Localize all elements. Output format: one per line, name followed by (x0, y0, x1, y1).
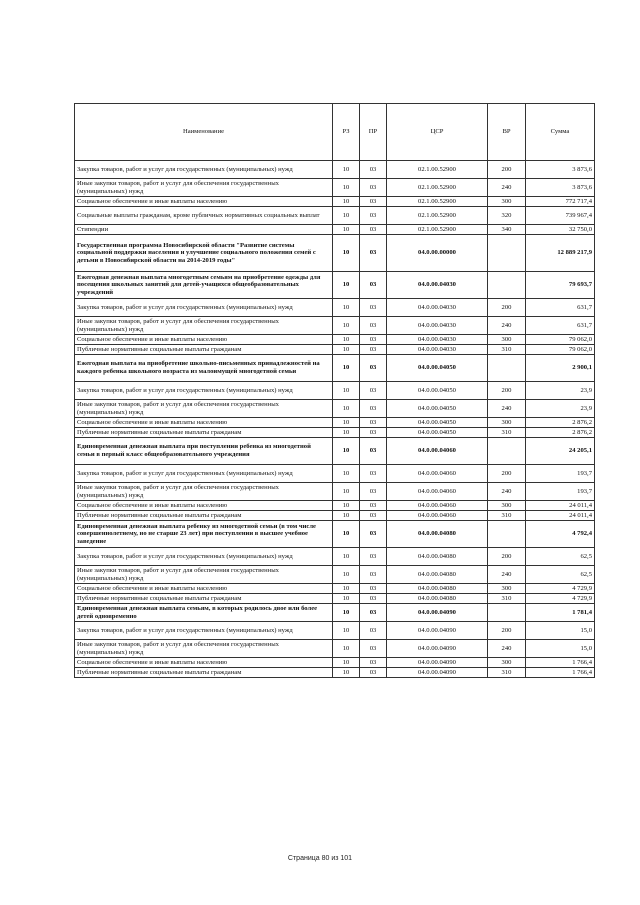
row-vr-cell: 320 (488, 207, 526, 225)
row-pr-cell: 03 (360, 197, 387, 207)
table-body (75, 161, 595, 678)
row-sum-cell: 193,7 (526, 465, 595, 483)
row-sum-cell: 1 766,4 (526, 668, 595, 678)
row-vr-cell: 310 (488, 511, 526, 521)
row-csr-cell: 04.0.00.04090 (387, 622, 488, 640)
row-rz-cell: 10 (333, 501, 360, 511)
header-rz: РЗ (333, 104, 360, 161)
row-rz-cell: 10 (333, 197, 360, 207)
row-pr-cell: 03 (360, 604, 387, 622)
page-footer: Страница 80 из 101 (287, 855, 353, 862)
row-csr-cell: 04.0.00.04050 (387, 418, 488, 428)
row-name-cell: Иные закупки товаров, работ и услуг для обеспечения государственных (муниципальных) нужд (75, 483, 333, 501)
row-name-cell: Социальное обеспечение и иные выплаты населению (75, 501, 333, 511)
row-csr-cell: 04.0.00.04080 (387, 548, 488, 566)
row-name-cell: Публичные нормативные социальные выплаты гражданам (75, 345, 333, 355)
table-row (75, 604, 595, 622)
row-name-cell: Социальное обеспечение и иные выплаты населению (75, 335, 333, 345)
row-rz-cell: 10 (333, 465, 360, 483)
row-name-cell: Ежегодная выплата на приобретение школьно-письменных принадлежностей на каждого ребенка школьного возраста из малоимущей многодетной семьи (75, 355, 333, 382)
table-row (75, 566, 595, 584)
row-csr-cell: 04.0.00.04060 (387, 438, 488, 465)
header-sum: Сумма (526, 104, 595, 161)
row-pr-cell: 03 (360, 521, 387, 548)
row-pr-cell: 03 (360, 179, 387, 197)
row-name-cell: Иные закупки товаров, работ и услуг для обеспечения государственных (муниципальных) нужд (75, 400, 333, 418)
row-rz-cell: 10 (333, 438, 360, 465)
row-pr-cell: 03 (360, 566, 387, 584)
row-rz-cell: 10 (333, 521, 360, 548)
row-vr-cell: 300 (488, 584, 526, 594)
row-rz-cell: 10 (333, 428, 360, 438)
row-sum-cell: 193,7 (526, 483, 595, 501)
row-sum-cell: 24 011,4 (526, 511, 595, 521)
row-rz-cell: 10 (333, 299, 360, 317)
table-row (75, 400, 595, 418)
row-sum-cell: 15,0 (526, 622, 595, 640)
row-pr-cell: 03 (360, 400, 387, 418)
row-pr-cell: 03 (360, 594, 387, 604)
row-vr-cell: 200 (488, 548, 526, 566)
row-csr-cell: 04.0.00.04030 (387, 317, 488, 335)
table-header-row (75, 104, 595, 161)
row-vr-cell: 200 (488, 465, 526, 483)
row-name-cell: Иные закупки товаров, работ и услуг для обеспечения государственных (муниципальных) нужд (75, 640, 333, 658)
row-sum-cell: 2 900,1 (526, 355, 595, 382)
row-pr-cell: 03 (360, 658, 387, 668)
row-sum-cell: 23,9 (526, 382, 595, 400)
row-vr-cell: 240 (488, 400, 526, 418)
row-rz-cell: 10 (333, 335, 360, 345)
row-csr-cell: 04.0.00.04030 (387, 345, 488, 355)
row-vr-cell: 240 (488, 483, 526, 501)
row-csr-cell: 02.1.00.52900 (387, 161, 488, 179)
row-rz-cell: 10 (333, 511, 360, 521)
row-pr-cell: 03 (360, 511, 387, 521)
row-sum-cell: 631,7 (526, 299, 595, 317)
row-csr-cell: 04.0.00.04080 (387, 521, 488, 548)
row-csr-cell: 04.0.00.04090 (387, 668, 488, 678)
row-rz-cell: 10 (333, 483, 360, 501)
row-sum-cell: 739 967,4 (526, 207, 595, 225)
table-row (75, 235, 595, 272)
row-rz-cell: 10 (333, 604, 360, 622)
row-sum-cell: 1 766,4 (526, 658, 595, 668)
row-vr-cell: 200 (488, 161, 526, 179)
row-vr-cell: 310 (488, 594, 526, 604)
row-rz-cell: 10 (333, 418, 360, 428)
table-row (75, 161, 595, 179)
row-name-cell: Закупка товаров, работ и услуг для государственных (муниципальных) нужд (75, 465, 333, 483)
budget-table (74, 103, 595, 678)
row-rz-cell: 10 (333, 317, 360, 335)
row-sum-cell: 79 062,0 (526, 335, 595, 345)
header-pr: ПР (360, 104, 387, 161)
table-row (75, 418, 595, 428)
row-csr-cell: 04.0.00.04090 (387, 640, 488, 658)
row-rz-cell: 10 (333, 345, 360, 355)
row-name-cell: Закупка товаров, работ и услуг для государственных (муниципальных) нужд (75, 622, 333, 640)
row-pr-cell: 03 (360, 345, 387, 355)
row-pr-cell: 03 (360, 225, 387, 235)
row-name-cell: Стипендии (75, 225, 333, 235)
row-pr-cell: 03 (360, 428, 387, 438)
row-csr-cell: 04.0.00.04030 (387, 335, 488, 345)
row-name-cell: Иные закупки товаров, работ и услуг для обеспечения государственных (муниципальных) нужд (75, 179, 333, 197)
table-row (75, 658, 595, 668)
row-csr-cell: 02.1.00.52900 (387, 179, 488, 197)
row-sum-cell: 12 889 217,9 (526, 235, 595, 272)
row-rz-cell: 10 (333, 640, 360, 658)
row-sum-cell: 79 693,7 (526, 272, 595, 299)
row-name-cell: Ежегодная денежная выплата многодетным семьям на приобретение одежды для посещения школьных занятий для детей-учащихся общеобразовательных учреждений (75, 272, 333, 299)
table-row (75, 355, 595, 382)
row-rz-cell: 10 (333, 382, 360, 400)
row-csr-cell: 04.0.00.04080 (387, 594, 488, 604)
row-csr-cell: 04.0.00.04050 (387, 382, 488, 400)
row-rz-cell: 10 (333, 272, 360, 299)
row-rz-cell: 10 (333, 355, 360, 382)
row-rz-cell: 10 (333, 668, 360, 678)
row-sum-cell: 79 062,0 (526, 345, 595, 355)
row-name-cell: Закупка товаров, работ и услуг для государственных (муниципальных) нужд (75, 548, 333, 566)
header-csr: ЦСР (387, 104, 488, 161)
row-name-cell: Единовременная денежная выплата семьям, в которых родилось двое или более детей одновременно (75, 604, 333, 622)
row-vr-cell: 300 (488, 335, 526, 345)
row-vr-cell: 200 (488, 622, 526, 640)
row-sum-cell: 1 781,4 (526, 604, 595, 622)
header-name: Наименование (75, 104, 333, 161)
row-name-cell: Иные закупки товаров, работ и услуг для обеспечения государственных (муниципальных) нужд (75, 317, 333, 335)
table-row (75, 584, 595, 594)
row-rz-cell: 10 (333, 161, 360, 179)
row-vr-cell: 240 (488, 317, 526, 335)
table-row (75, 548, 595, 566)
row-rz-cell: 10 (333, 622, 360, 640)
row-pr-cell: 03 (360, 207, 387, 225)
row-csr-cell: 04.0.00.04050 (387, 355, 488, 382)
row-rz-cell: 10 (333, 400, 360, 418)
table-row (75, 438, 595, 465)
row-vr-cell: 240 (488, 640, 526, 658)
row-rz-cell: 10 (333, 566, 360, 584)
row-sum-cell: 3 873,6 (526, 179, 595, 197)
row-sum-cell: 62,5 (526, 548, 595, 566)
row-name-cell: Закупка товаров, работ и услуг для государственных (муниципальных) нужд (75, 382, 333, 400)
row-name-cell: Иные закупки товаров, работ и услуг для обеспечения государственных (муниципальных) нужд (75, 566, 333, 584)
row-pr-cell: 03 (360, 668, 387, 678)
table-row (75, 622, 595, 640)
row-name-cell: Единовременная денежная выплата при поступлении ребенка из многодетной семьи в первый класс общеобразовательного учреждения (75, 438, 333, 465)
table-row (75, 428, 595, 438)
table-row (75, 483, 595, 501)
row-sum-cell: 4 729,9 (526, 584, 595, 594)
row-sum-cell: 772 717,4 (526, 197, 595, 207)
table-row (75, 511, 595, 521)
row-pr-cell: 03 (360, 584, 387, 594)
row-csr-cell: 02.1.00.52900 (387, 207, 488, 225)
row-rz-cell: 10 (333, 207, 360, 225)
row-vr-cell (488, 604, 526, 622)
row-vr-cell: 310 (488, 345, 526, 355)
row-pr-cell: 03 (360, 640, 387, 658)
table-row (75, 179, 595, 197)
row-name-cell: Социальное обеспечение и иные выплаты населению (75, 197, 333, 207)
header-vr: ВР (488, 104, 526, 161)
row-pr-cell: 03 (360, 299, 387, 317)
row-name-cell: Социальное обеспечение и иные выплаты населению (75, 658, 333, 668)
row-rz-cell: 10 (333, 235, 360, 272)
row-pr-cell: 03 (360, 317, 387, 335)
row-pr-cell: 03 (360, 548, 387, 566)
row-sum-cell: 4 729,9 (526, 594, 595, 604)
table-row (75, 317, 595, 335)
row-pr-cell: 03 (360, 355, 387, 382)
table-row (75, 225, 595, 235)
table-row (75, 640, 595, 658)
row-vr-cell: 300 (488, 418, 526, 428)
row-rz-cell: 10 (333, 658, 360, 668)
table-row (75, 335, 595, 345)
row-vr-cell (488, 521, 526, 548)
table-row (75, 465, 595, 483)
row-rz-cell: 10 (333, 584, 360, 594)
table-row (75, 382, 595, 400)
table-row (75, 345, 595, 355)
row-name-cell: Государственная программа Новосибирской области "Развитие системы социальной поддержки населения и улучшение социального положения семей с детьми в Новосибирской области на 2014-2019 годы" (75, 235, 333, 272)
row-name-cell: Социальные выплаты гражданам, кроме публичных нормативных социальных выплат (75, 207, 333, 225)
row-csr-cell: 04.0.00.04080 (387, 584, 488, 594)
row-sum-cell: 3 873,6 (526, 161, 595, 179)
row-pr-cell: 03 (360, 501, 387, 511)
row-vr-cell: 310 (488, 668, 526, 678)
row-name-cell: Публичные нормативные социальные выплаты гражданам (75, 428, 333, 438)
row-vr-cell: 300 (488, 658, 526, 668)
row-vr-cell: 300 (488, 197, 526, 207)
row-sum-cell: 62,5 (526, 566, 595, 584)
row-sum-cell: 24 011,4 (526, 501, 595, 511)
row-vr-cell (488, 235, 526, 272)
row-csr-cell: 04.0.00.04060 (387, 483, 488, 501)
row-pr-cell: 03 (360, 465, 387, 483)
row-rz-cell: 10 (333, 225, 360, 235)
row-sum-cell: 631,7 (526, 317, 595, 335)
row-name-cell: Единовременная денежная выплата ребенку из многодетной семьи (в том числе совершеннолетнему, но не старше 23 лет) при поступлении в высшее учебное заведение (75, 521, 333, 548)
row-csr-cell: 04.0.00.04060 (387, 511, 488, 521)
row-sum-cell: 32 750,0 (526, 225, 595, 235)
row-vr-cell: 340 (488, 225, 526, 235)
table-row (75, 501, 595, 511)
row-vr-cell (488, 438, 526, 465)
row-csr-cell: 02.1.00.52900 (387, 197, 488, 207)
row-csr-cell: 04.0.00.04080 (387, 566, 488, 584)
table-row (75, 207, 595, 225)
row-csr-cell: 04.0.00.04060 (387, 501, 488, 511)
row-csr-cell: 02.1.00.52900 (387, 225, 488, 235)
row-sum-cell: 2 876,2 (526, 428, 595, 438)
row-csr-cell: 04.0.00.04090 (387, 658, 488, 668)
row-csr-cell: 04.0.00.04050 (387, 428, 488, 438)
row-name-cell: Закупка товаров, работ и услуг для государственных (муниципальных) нужд (75, 299, 333, 317)
row-name-cell: Публичные нормативные социальные выплаты гражданам (75, 668, 333, 678)
row-pr-cell: 03 (360, 161, 387, 179)
row-sum-cell: 24 205,1 (526, 438, 595, 465)
row-name-cell: Социальное обеспечение и иные выплаты населению (75, 418, 333, 428)
row-vr-cell: 300 (488, 501, 526, 511)
table-row (75, 272, 595, 299)
row-pr-cell: 03 (360, 438, 387, 465)
row-name-cell: Закупка товаров, работ и услуг для государственных (муниципальных) нужд (75, 161, 333, 179)
row-csr-cell: 04.0.00.04060 (387, 465, 488, 483)
row-csr-cell: 04.0.00.04030 (387, 272, 488, 299)
row-pr-cell: 03 (360, 235, 387, 272)
row-pr-cell: 03 (360, 272, 387, 299)
row-csr-cell: 04.0.00.00000 (387, 235, 488, 272)
row-pr-cell: 03 (360, 483, 387, 501)
row-csr-cell: 04.0.00.04090 (387, 604, 488, 622)
row-name-cell: Публичные нормативные социальные выплаты гражданам (75, 594, 333, 604)
row-pr-cell: 03 (360, 418, 387, 428)
row-name-cell: Публичные нормативные социальные выплаты гражданам (75, 511, 333, 521)
row-sum-cell: 15,0 (526, 640, 595, 658)
table-row (75, 594, 595, 604)
row-vr-cell: 240 (488, 566, 526, 584)
row-sum-cell: 4 792,4 (526, 521, 595, 548)
row-name-cell: Социальное обеспечение и иные выплаты населению (75, 584, 333, 594)
row-vr-cell (488, 355, 526, 382)
row-vr-cell: 310 (488, 428, 526, 438)
row-pr-cell: 03 (360, 382, 387, 400)
row-vr-cell: 200 (488, 382, 526, 400)
row-sum-cell: 2 876,2 (526, 418, 595, 428)
row-pr-cell: 03 (360, 622, 387, 640)
row-vr-cell: 240 (488, 179, 526, 197)
row-vr-cell: 200 (488, 299, 526, 317)
table-row (75, 197, 595, 207)
row-csr-cell: 04.0.00.04030 (387, 299, 488, 317)
row-csr-cell: 04.0.00.04050 (387, 400, 488, 418)
row-sum-cell: 23,9 (526, 400, 595, 418)
row-rz-cell: 10 (333, 548, 360, 566)
row-rz-cell: 10 (333, 179, 360, 197)
row-pr-cell: 03 (360, 335, 387, 345)
table-row (75, 521, 595, 548)
row-rz-cell: 10 (333, 594, 360, 604)
row-vr-cell (488, 272, 526, 299)
table-row (75, 299, 595, 317)
table-row (75, 668, 595, 678)
